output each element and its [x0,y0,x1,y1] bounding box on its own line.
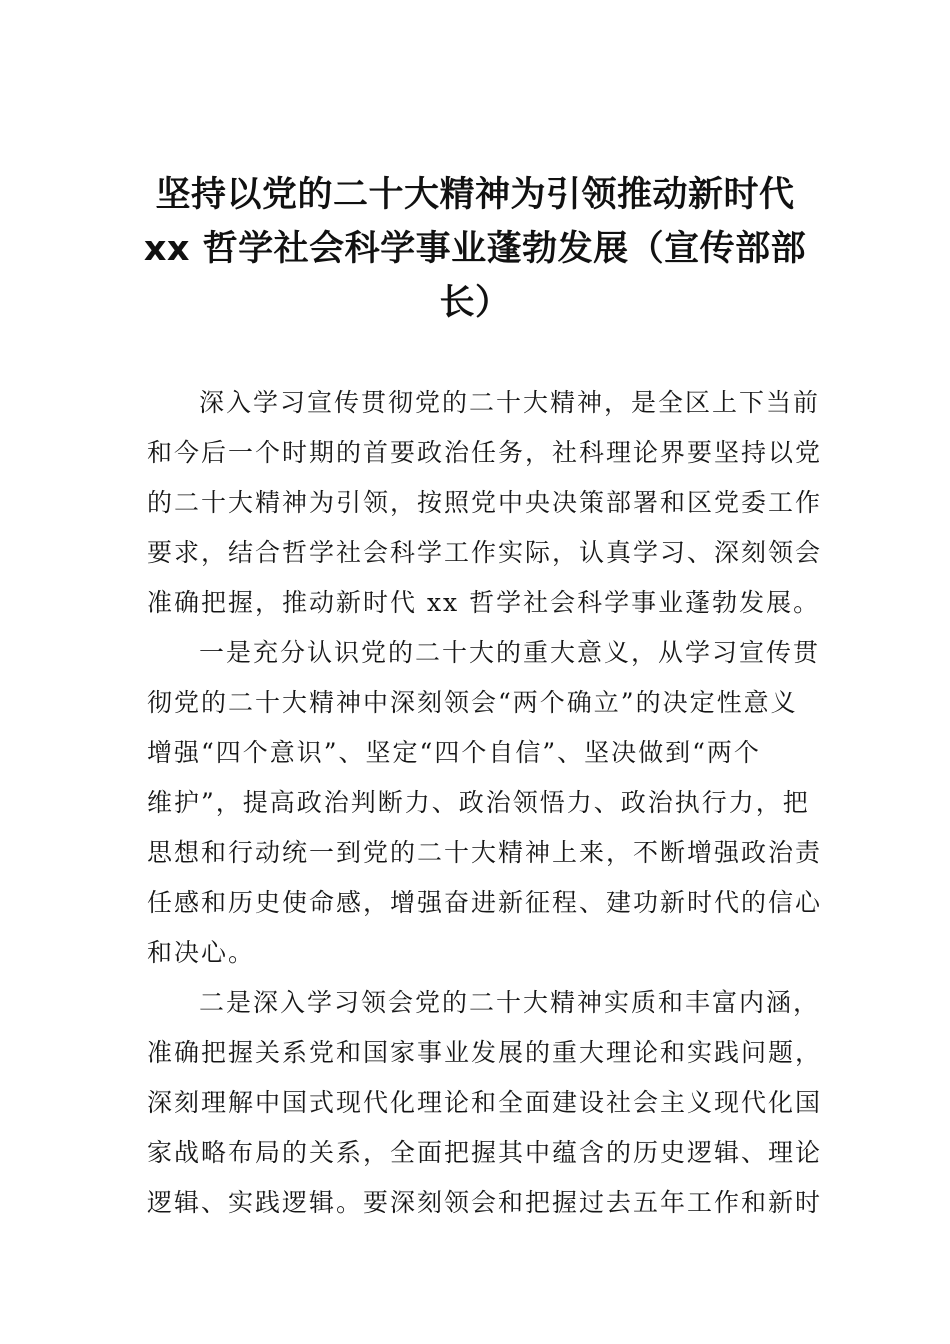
text-line: 增强“四个意识”、坚定“四个自信”、坚决做到“两个 [147,738,761,767]
text-line: 一是充分认识党的二十大的重大意义，从学习宣传贯 [199,638,821,667]
text-line: 二是深入学习领会党的二十大精神实质和丰富内涵， [199,988,821,1017]
document-title [140,168,810,330]
paragraph-point-two [147,978,823,1228]
text-line: 思想和行动统一到党的二十大精神上来，不断增强政治责 [147,838,823,867]
title-line: 长） [439,283,511,323]
text-line: 要求，结合哲学社会科学工作实际，认真学习、深刻领会 [147,538,823,567]
text-line: 和决心。 [147,938,256,967]
paragraph-intro [147,378,823,628]
paragraph-point-one [147,628,823,978]
text-line: 准确把握关系党和国家事业发展的重大理论和实践问题， [147,1038,823,1067]
text-line: 和今后一个时期的首要政治任务，社科理论界要坚持以党 [147,438,823,467]
text-line: 维护”，提高政治判断力、政治领悟力、政治执行力，把 [147,788,810,817]
text-line: 深刻理解中国式现代化理论和全面建设社会主义现代化国 [147,1088,823,1117]
title-line: xx 哲学社会科学事业蓬勃发展（宣传部部 [143,229,807,269]
document-body [147,378,823,1228]
text-line: 彻党的二十大精神中深刻领会“两个确立”的决定性意义 [147,688,798,717]
text-line: 任感和历史使命感，增强奋进新征程、建功新时代的信心 [147,888,823,917]
text-line: 准确把握，推动新时代 xx 哲学社会科学事业蓬勃发展。 [147,588,821,617]
text-line: 深入学习宣传贯彻党的二十大精神，是全区上下当前 [199,388,821,417]
text-line: 的二十大精神为引领，按照党中央决策部署和区党委工作 [147,488,823,517]
text-line: 家战略布局的关系，全面把握其中蕴含的历史逻辑、理论 [147,1138,823,1167]
title-line: 坚持以党的二十大精神为引领推动新时代 [155,175,795,215]
text-line: 逻辑、实践逻辑。要深刻领会和把握过去五年工作和新时 [147,1188,823,1217]
